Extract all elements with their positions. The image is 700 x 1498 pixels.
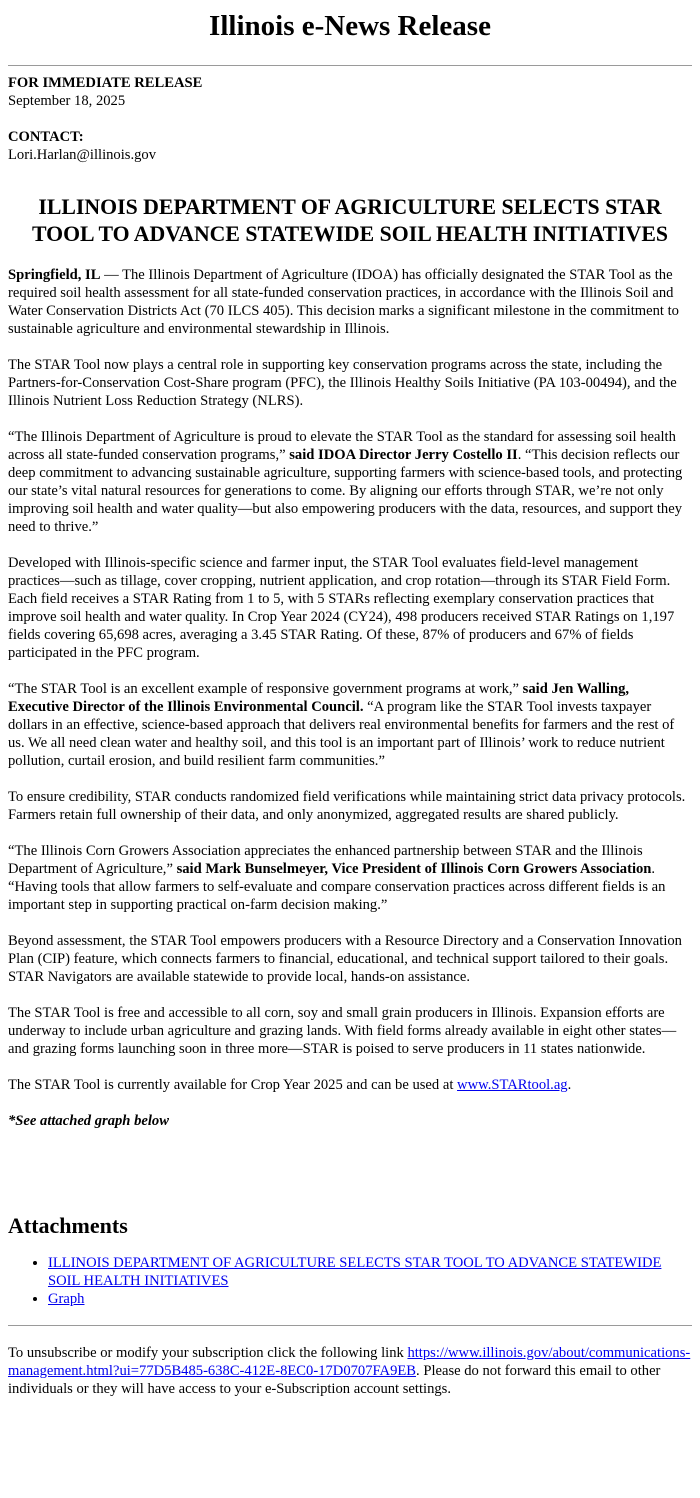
- paragraph-3: [8, 428, 692, 536]
- press-body: [8, 266, 692, 1130]
- unsubscribe-footer: [8, 1344, 692, 1398]
- attachments-heading: Attachments: [8, 1213, 128, 1238]
- footer-text-end: . Please do not forward this email to other individuals or they will have access to your e-Subscription account settings.: [8, 1363, 661, 1397]
- attachments-list: [8, 1254, 692, 1308]
- paragraph-1: [8, 266, 692, 338]
- release-date: September 18, 2025: [8, 93, 126, 109]
- contact-label: CONTACT:: [8, 129, 84, 145]
- paragraph-7: [8, 842, 692, 914]
- footer-divider: [8, 1325, 692, 1326]
- attachment-item: [48, 1290, 692, 1308]
- paragraph-9: The STAR Tool is free and accessible to all corn, soy and small grain producers in Illinois. Expansion efforts are underway to include urban agriculture and grazing lands. With field forms already available in eight other states—and grazing forms launching soon in three more—STAR is poised to serve producers in 11 states nationwide.: [8, 1005, 677, 1057]
- quote-1-rest: . “This decision reflects our deep commitment to advancing sustainable agriculture, supporting farmers with science-based tools, and protecting our state’s vital natural resources for generations to come. By aligning our efforts through STAR, we’re not only improving soil health and water quality—but also empowering producers with the data, resources, and support they need to thrive.”: [8, 447, 683, 535]
- dateline: Springfield, IL: [8, 267, 101, 283]
- release-meta: [8, 74, 692, 164]
- quote-3-open: “The Illinois Corn Growers Association appreciates the enhanced partnership between STAR and the Illinois Department of Agriculture,”: [8, 843, 643, 877]
- subscription-management-link[interactable]: https://www.illinois.gov/about/communications-management.html?ui=77D5B485-638C-412E-8EC0-17D0707FA9EB: [8, 1345, 691, 1379]
- contact-email: Lori.Harlan@illinois.gov: [8, 147, 157, 163]
- quote-1-open: “The Illinois Department of Agriculture is proud to elevate the STAR Tool as the standard for assessing soil health across all state-funded conservation programs,”: [8, 429, 676, 463]
- paragraph-2: The STAR Tool now plays a central role in supporting key conservation programs across the state, including the Partners-for-Conservation Cost-Share program (PFC), the Illinois Healthy Soils Initiative (PA 103-00494), and the Illinois Nutrient Loss Reduction Strategy (NLRS).: [8, 357, 677, 409]
- quote-2-rest: “A program like the STAR Tool invests taxpayer dollars in an effective, science-based approach that delivers real environmental benefits for farmers and the rest of us. We all need clean water and healthy soil, and this tool is an important part of Illinois’ work to reduce nutrient pollution, curtail erosion, and build resilient farm communities.”: [8, 699, 675, 769]
- paragraph-1-text: — The Illinois Department of Agriculture (IDOA) has officially designated the STAR Tool as the required soil health assessment for all state-funded conservation practices, in accordance with the Illinois Soil and Water Conservation Districts Act (70 ILCS 405). This decision marks a significant milestone in the commitment to sustainable agriculture and environmental stewardship in Illinois.: [8, 267, 679, 337]
- footer-text: To unsubscribe or modify your subscription click the following link: [8, 1345, 408, 1361]
- startool-link[interactable]: www.STARtool.ag: [457, 1077, 568, 1093]
- quote-3-attribution: said Mark Bunselmeyer, Vice President of Illinois Corn Growers Association: [176, 861, 652, 877]
- quote-2-attribution: said Jen Walling, Executive Director of the Illinois Environmental Council.: [8, 681, 630, 715]
- press-headline: ILLINOIS DEPARTMENT OF AGRICULTURE SELECTS STAR TOOL TO ADVANCE STATEWIDE SOIL HEALTH INITIATIVES: [32, 195, 668, 246]
- quote-2-open: “The STAR Tool is an excellent example of responsive government programs at work,”: [8, 681, 523, 697]
- paragraph-10: [8, 1076, 692, 1094]
- attachment-press-release-link[interactable]: ILLINOIS DEPARTMENT OF AGRICULTURE SELECTS STAR TOOL TO ADVANCE STATEWIDE SOIL HEALTH INITIATIVES: [48, 1255, 662, 1289]
- paragraph-10-text: The STAR Tool is currently available for Crop Year 2025 and can be used at: [8, 1077, 458, 1093]
- paragraph-6: To ensure credibility, STAR conducts randomized field verifications while maintaining strict data privacy protocols. Farmers retain full ownership of their data, and only anonymized, aggregated results are shared publicly.: [8, 789, 686, 823]
- attachment-graph-link[interactable]: Graph: [48, 1291, 85, 1307]
- paragraph-10-end: .: [567, 1077, 572, 1093]
- paragraph-5: [8, 680, 692, 770]
- graph-note: *See attached graph below: [8, 1113, 169, 1129]
- quote-3-rest: . “Having tools that allow farmers to self-evaluate and compare conservation practices across different fields is an important step in supporting practical on-farm decision making.”: [8, 861, 666, 913]
- paragraph-8: Beyond assessment, the STAR Tool empowers producers with a Resource Directory and a Conservation Innovation Plan (CIP) feature, which connects farmers to financial, educational, and technical support tailored to their goals. STAR Navigators are available statewide to provide local, hands-on assistance.: [8, 933, 682, 985]
- quote-1-attribution: said IDOA Director Jerry Costello II: [289, 447, 518, 463]
- top-divider: [8, 65, 692, 66]
- page-title: Illinois e-News Release: [209, 10, 491, 42]
- paragraph-4: Developed with Illinois-specific science and farmer input, the STAR Tool evaluates field-level management practices—such as tillage, cover cropping, nutrient application, and crop rotation—through its STAR Field Form. Each field receives a STAR Rating from 1 to 5, with 5 STARs reflecting exemplary conservation practices that improve soil health and water quality. In Crop Year 2024 (CY24), 498 producers received STAR Ratings on 1,197 fields covering 65,698 acres, averaging a 3.45 STAR Rating. Of these, 87% of producers and 67% of fields participated in the PFC program.: [8, 555, 675, 661]
- attachment-item: [48, 1254, 692, 1290]
- release-label: FOR IMMEDIATE RELEASE: [8, 75, 203, 91]
